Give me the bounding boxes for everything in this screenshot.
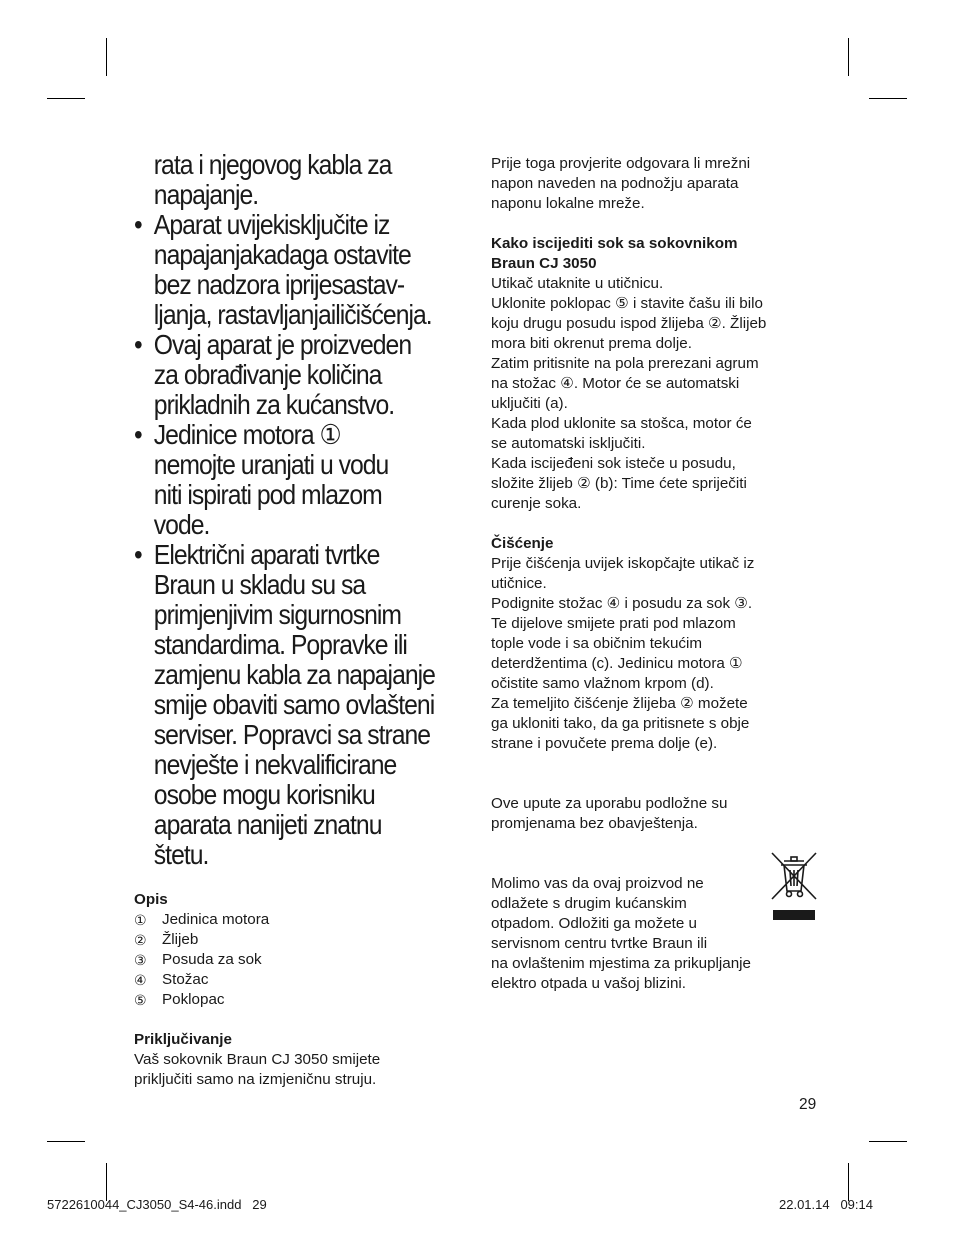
text-line: Zatim pritisnite na pola prerezani agrum: [491, 355, 759, 372]
left-column: [134, 150, 469, 1090]
text-line: na ovlaštenim mjestima za prikupljanje: [491, 955, 751, 972]
bullet-icon: •: [134, 419, 142, 450]
text-line: Utikač utaknite u utičnicu.: [491, 275, 664, 292]
text-line: odlažete s drugim kućanskim: [491, 895, 687, 912]
safety-line: • Ovaj aparat je proizveden: [134, 329, 412, 360]
crop-mark: [106, 1163, 107, 1201]
crop-mark: [47, 1141, 85, 1142]
text-line: deterdžentima (c). Jedinicu motora ①: [491, 655, 743, 672]
crop-mark: [848, 38, 849, 76]
text-line: strane i povučete prema dolje (e).: [491, 735, 718, 752]
text-line: Kada plod uklonite sa stošca, motor će: [491, 415, 752, 432]
safety-instructions: [134, 150, 469, 870]
juicing-heading: Braun CJ 3050: [491, 255, 597, 272]
bullet-icon: •: [134, 209, 142, 240]
text-line: Uklonite poklopac ⑤ i stavite čašu ili bilo: [491, 295, 763, 312]
safety-line: rata i njegovog kabla za: [153, 149, 392, 180]
text-line: curenje soka.: [491, 495, 582, 512]
safety-line: smije obaviti samo ovlašteni: [153, 689, 435, 720]
text-line: napon naveden na podnožju aparata: [491, 175, 739, 192]
list-item: ⑤ Poklopac: [134, 991, 225, 1008]
safety-line: • Električni aparati tvrtke: [134, 539, 380, 570]
footer-file-name: 5722610044_CJ3050_S4-46.indd 29: [47, 1197, 267, 1212]
crop-mark: [47, 98, 85, 99]
text-line: Prije čišćenja uvijek iskopčajte utikač iz: [491, 555, 755, 572]
text-line: na stožac ④. Motor će se automatski: [491, 375, 740, 392]
text-line: Te dijelove smijete prati pod mlazom: [491, 615, 736, 632]
safety-line: Braun u skladu su sa: [153, 569, 366, 600]
list-item: ① Jedinica motora: [134, 911, 270, 928]
list-item: ② Žlijeb: [134, 931, 199, 948]
page-number: 29: [799, 1096, 817, 1113]
safety-line: nemojte uranjati u vodu: [153, 449, 389, 480]
bullet-icon: •: [134, 539, 142, 570]
safety-line: • Aparat uvijekisključite iz: [134, 209, 390, 240]
text-line: priključiti samo na izmjeničnu struju.: [134, 1071, 377, 1088]
text-line: Prije toga provjerite odgovara li mrežni: [491, 155, 751, 172]
safety-line: standardima. Popravke ili: [153, 629, 407, 660]
text-line: Molimo vas da ovaj proizvod ne: [491, 875, 704, 892]
safety-line: štetu.: [153, 839, 209, 870]
text-line: servisnom centru tvrtke Braun ili: [491, 935, 708, 952]
safety-line: prikladnih za kućanstvo.: [153, 389, 395, 420]
text-line: mora biti okrenut prema dolje.: [491, 335, 692, 352]
text-line: otpadom. Odložiti ga možete u: [491, 915, 697, 932]
list-item: ④ Stožac: [134, 971, 209, 988]
text-line: očistite samo vlažnom krpom (d).: [491, 675, 714, 692]
crop-mark: [869, 98, 907, 99]
text-line: se automatski isključiti.: [491, 435, 646, 452]
text-line: Za temeljito čišćenje žlijeba ② možete: [491, 695, 748, 712]
text-line: utičnice.: [491, 575, 547, 592]
safety-line: niti ispirati pod mlazom: [153, 479, 382, 510]
safety-line: za obrađivanje količina: [153, 359, 382, 390]
cleaning-heading: Čišćenje: [491, 535, 554, 552]
safety-line: serviser. Popravci sa strane: [153, 719, 431, 750]
list-item: ③ Posuda za sok: [134, 951, 262, 968]
safety-line: napajanje.: [153, 179, 259, 210]
safety-line: vode.: [153, 509, 210, 540]
text-line: ga ukloniti tako, da ga pritisnete s obje: [491, 715, 750, 732]
prikljucivanje-heading: Priključivanje: [134, 1031, 232, 1048]
safety-line: osobe mogu korisniku: [153, 779, 375, 810]
safety-line: aparata nanijeti znatnu: [153, 809, 382, 840]
crossed-out-wheelie-bin-icon: [770, 851, 818, 923]
safety-line: ljanja, rastavljanjailičišćenja.: [153, 299, 432, 330]
text-line: naponu lokalne mreže.: [491, 195, 645, 212]
safety-line: • Jedinice motora ①: [134, 419, 341, 450]
footer-date: 22.01.14 09:14: [779, 1197, 873, 1212]
juicing-heading: Kako iscijediti sok sa sokovnikom: [491, 235, 738, 252]
safety-line: nevješte i nekvalificirane: [153, 749, 397, 780]
text-line: Podignite stožac ④ i posudu za sok ③.: [491, 595, 753, 612]
text-line: koju drugu posudu ispod žlijeba ②. Žlijeb: [491, 315, 767, 332]
safety-line: napajanjakadaga ostavite: [153, 239, 411, 270]
opis-heading: Opis: [134, 891, 168, 908]
text-line: promjenama bez obavještenja.: [491, 815, 698, 832]
text-line: Ove upute za uporabu podložne su: [491, 795, 728, 812]
text-line: Kada iscijeđeni sok isteče u posudu,: [491, 455, 736, 472]
safety-line: primjenjivim sigurnosnim: [153, 599, 401, 630]
text-line: Vaš sokovnik Braun CJ 3050 smijete: [134, 1051, 381, 1068]
text-line: složite žlijeb ② (b): Time ćete spriječiti: [491, 475, 747, 492]
crop-mark: [848, 1163, 849, 1201]
text-line: tople vode i sa običnim tekućim: [491, 635, 703, 652]
text-line: elektro otpada u vašoj blizini.: [491, 975, 687, 992]
safety-line: bez nadzora iprijesastav-: [153, 269, 405, 300]
opis-section: [134, 890, 469, 1090]
safety-line: zamjenu kabla za napajanje: [153, 659, 435, 690]
crop-mark: [869, 1141, 907, 1142]
text-line: uključiti (a).: [491, 395, 568, 412]
crop-mark: [106, 38, 107, 76]
bullet-icon: •: [134, 329, 142, 360]
